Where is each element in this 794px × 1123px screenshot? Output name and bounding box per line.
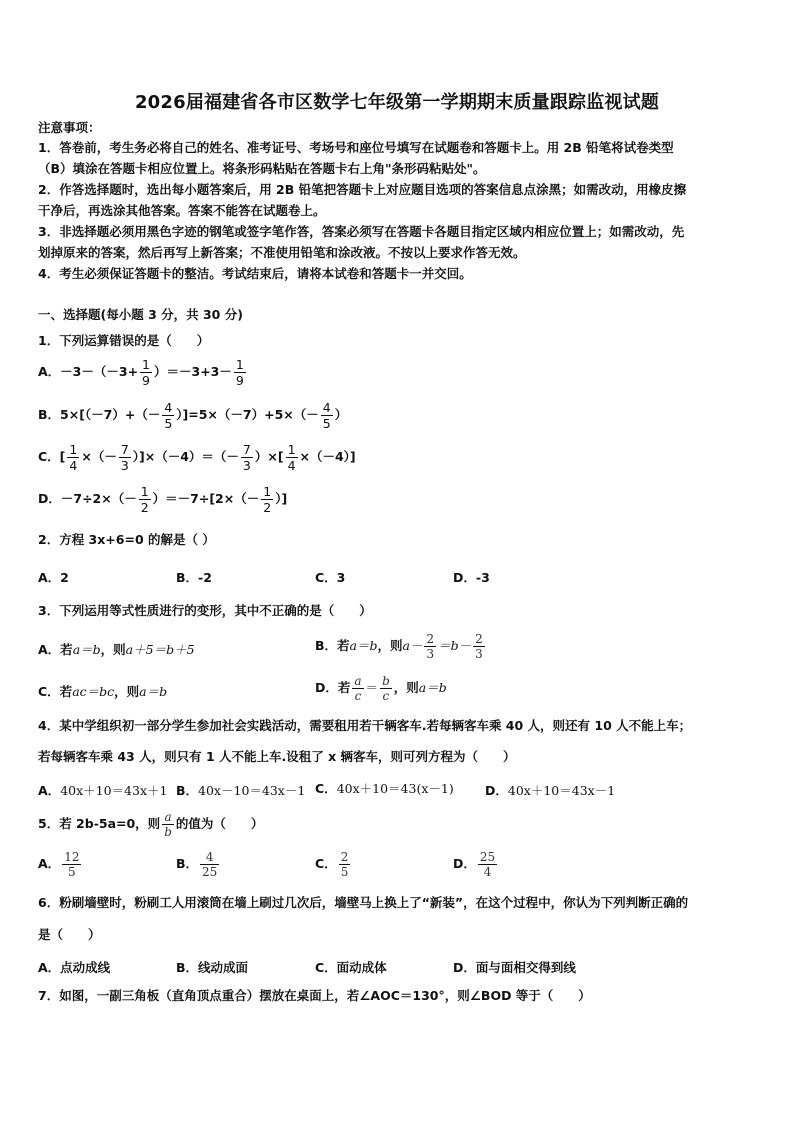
q1-option-d: D．－7÷2×（－ $\frac{1}{2}$ ）＝－7÷[2×（－ $\frac{1}{2}$ ）]	[38, 484, 288, 515]
q1-option-a: A．－3－（－3+ $\frac{1}{9}$ ）＝－3+3－ $\frac{1}{9}$	[38, 357, 244, 388]
q6-option-c: C．面动成体	[315, 960, 387, 975]
q4-line-2: 若每辆客车乘 43 人，则只有 1 人不能上车.设租了 x 辆客车，则可列方程为（ ）	[38, 749, 516, 764]
notice-line-2: （B）填涂在答题卡相应位置上。将条形码粘贴在答题卡右上角"条形码粘贴处"。	[38, 161, 486, 176]
q6-option-d: D．面与面相交得到线	[453, 960, 576, 975]
q2-stem: 2．方程 3x+6=0 的解是（ ）	[38, 532, 215, 547]
q3-option-c: C．若ac＝bc，则a＝b	[38, 684, 168, 699]
notice-line-4: 干净后，再选涂其他答案。答案不能答在试题卷上。	[38, 203, 326, 218]
q7-stem: 7．如图，一副三角板（直角顶点重合）摆放在桌面上，若∠AOC＝130°，则∠BOD 等于（ ）	[38, 988, 591, 1003]
q5-option-c: C． $\frac{2}{5}$	[315, 850, 349, 879]
notice-heading: 注意事项：	[38, 120, 101, 135]
q1-stem: 1．下列运算错误的是（ ）	[38, 333, 210, 348]
page-title: 2026届福建省各市区数学七年级第一学期期末质量跟踪监视试题	[134, 92, 660, 113]
notice-line-1: 1．答卷前，考生务必将自己的姓名、准考证号、考场号和座位号填写在试题卷和答题卡上。用 2B 铅笔将试卷类型	[38, 140, 674, 155]
q3-option-d: D．若 $\frac{a}{c}$ ＝ $\frac{b}{c}$ ，则a＝b	[315, 674, 447, 703]
q4-option-a: A．40x＋10＝43x＋1	[38, 783, 168, 798]
q6-line-1: 6．粉刷墙壁时，粉刷工人用滚筒在墙上刷过几次后，墙壁马上换上了“新装”，在这个过程中，你认为下列判断正确的	[38, 895, 689, 910]
q4-line-1: 4．某中学组织初一部分学生参加社会实践活动，需要租用若干辆客车.若每辆客车乘 40 人，则还有 10 人不能上车；	[38, 718, 692, 733]
q6-option-b: B．线动成面	[176, 960, 249, 975]
q6-option-a: A．点动成线	[38, 960, 111, 975]
notice-line-7: 4．考生必须保证答题卡的整洁。考试结束后，请将本试卷和答题卡一并交回。	[38, 266, 472, 281]
q2-option-c: C．3	[315, 570, 346, 585]
section-heading: 一、选择题(每小题 3 分，共 30 分)	[38, 307, 243, 322]
q2-option-d: D．-3	[453, 570, 490, 585]
q1-option-c: C．[ $\frac{1}{4}$ ×（－ $\frac{7}{3}$ ）]×（－4）＝（－ $\frac{7}{3}$ ）×[ $\frac{1}{4}$ ×（－4）]	[38, 442, 356, 473]
q2-option-a: A．2	[38, 570, 69, 585]
notice-line-3: 2．作答选择题时，选出每小题答案后，用 2B 铅笔把答题卡上对应题目选项的答案信息点涂黑；如需改动，用橡皮擦	[38, 182, 687, 197]
q3-stem: 3．下列运用等式性质进行的变形，其中不正确的是（ ）	[38, 603, 372, 618]
q4-option-c: C．40x＋10＝43(x－1)	[315, 781, 454, 796]
q6-line-2: 是（ ）	[38, 927, 101, 942]
q2-option-b: B．-2	[176, 570, 212, 585]
q4-option-b: B．40x－10＝43x－1	[176, 783, 306, 798]
q5-option-d: D． $\frac{25}{4}$	[453, 850, 496, 879]
q5-option-a: A． $\frac{12}{5}$	[38, 850, 80, 879]
notice-line-5: 3．非选择题必须用黑色字迹的钢笔或签字笔作答，答案必须写在答题卡各题目指定区域内相应位置上；如需改动，先	[38, 224, 685, 239]
q1-option-b: B．5×[（－7）+（－ $\frac{4}{5}$ ）]=5×（－7）+5×（－ $\frac{4}{5}$ ）	[38, 400, 348, 431]
q3-option-b: B．若a＝b，则a－ $\frac{2}{3}$ ＝b－ $\frac{2}{3}$	[315, 632, 483, 661]
notice-line-6: 划掉原来的答案，然后再写上新答案；不准使用铅笔和涂改液。不按以上要求作答无效。	[38, 245, 526, 260]
q5-stem: 5．若 2b-5a=0，则 $\frac{a}{b}$ 的值为（ ）	[38, 810, 264, 839]
q3-option-a: A．若a＝b，则a＋5＝b＋5	[38, 642, 195, 657]
q5-option-b: B． $\frac{4}{25}$	[176, 850, 218, 879]
q4-option-d: D．40x＋10＝43x－1	[485, 783, 616, 798]
